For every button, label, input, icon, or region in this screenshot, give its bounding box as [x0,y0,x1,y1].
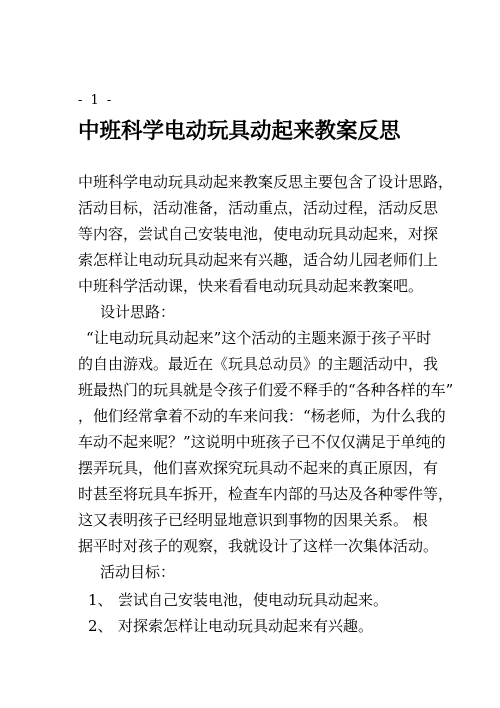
goals-heading: 活动目标： [100,563,176,581]
goal-text: 对探索怎样让电动玩具动起来有兴趣。 [118,617,374,635]
document-title: 中班科学电动玩具动起来教案反思 [78,119,401,144]
design-line: 车动不起来呢？”这说明中班孩子已不仅仅满足于单纯的 [78,433,446,451]
design-line: ，他们经常拿着不动的车来问我：“杨老师，为什么我的 [78,407,446,425]
design-heading: 设计思路： [100,303,176,321]
design-line: 据平时对孩子的观察，我就设计了这样一次集体活动。 [78,537,439,555]
intro-line: 活动目标，活动准备，活动重点，活动过程，活动反思 [78,199,439,217]
design-line: 摆弄玩具，他们喜欢探究玩具动不起来的真正原因，有 [78,459,439,477]
goal-number: 1、 [88,591,113,609]
design-line: 的自由游戏。最近在《玩具总动员》的主题活动中，我 [78,355,439,373]
intro-line: 索怎样让电动玩具动起来有兴趣，适合幼儿园老师们上 [78,251,439,269]
design-line: “让电动玩具动起来”这个活动的主题来源于孩子平时 [86,329,432,347]
design-line: 这又表明孩子已经明显地意识到事物的因果关系。 根 [78,511,428,529]
intro-line: 中班科学活动课，快来看看电动玩具动起来教案吧。 [78,277,424,295]
design-line: 班最热门的玩具就是令孩子们爱不释手的“各种各样的车” [78,381,454,399]
design-line: 时甚至将玩具车拆开，检查车内部的马达及各种零件等， [78,485,454,503]
intro-line: 中班科学电动玩具动起来教案反思主要包含了设计思路， [78,173,454,191]
goal-text: 尝试自己安装电池，使电动玩具动起来。 [118,591,389,609]
page-number: - 1 - [78,93,114,108]
goal-number: 2、 [88,617,113,635]
intro-line: 等内容，尝试自己安装电池，使电动玩具动起来，对探 [78,225,439,243]
